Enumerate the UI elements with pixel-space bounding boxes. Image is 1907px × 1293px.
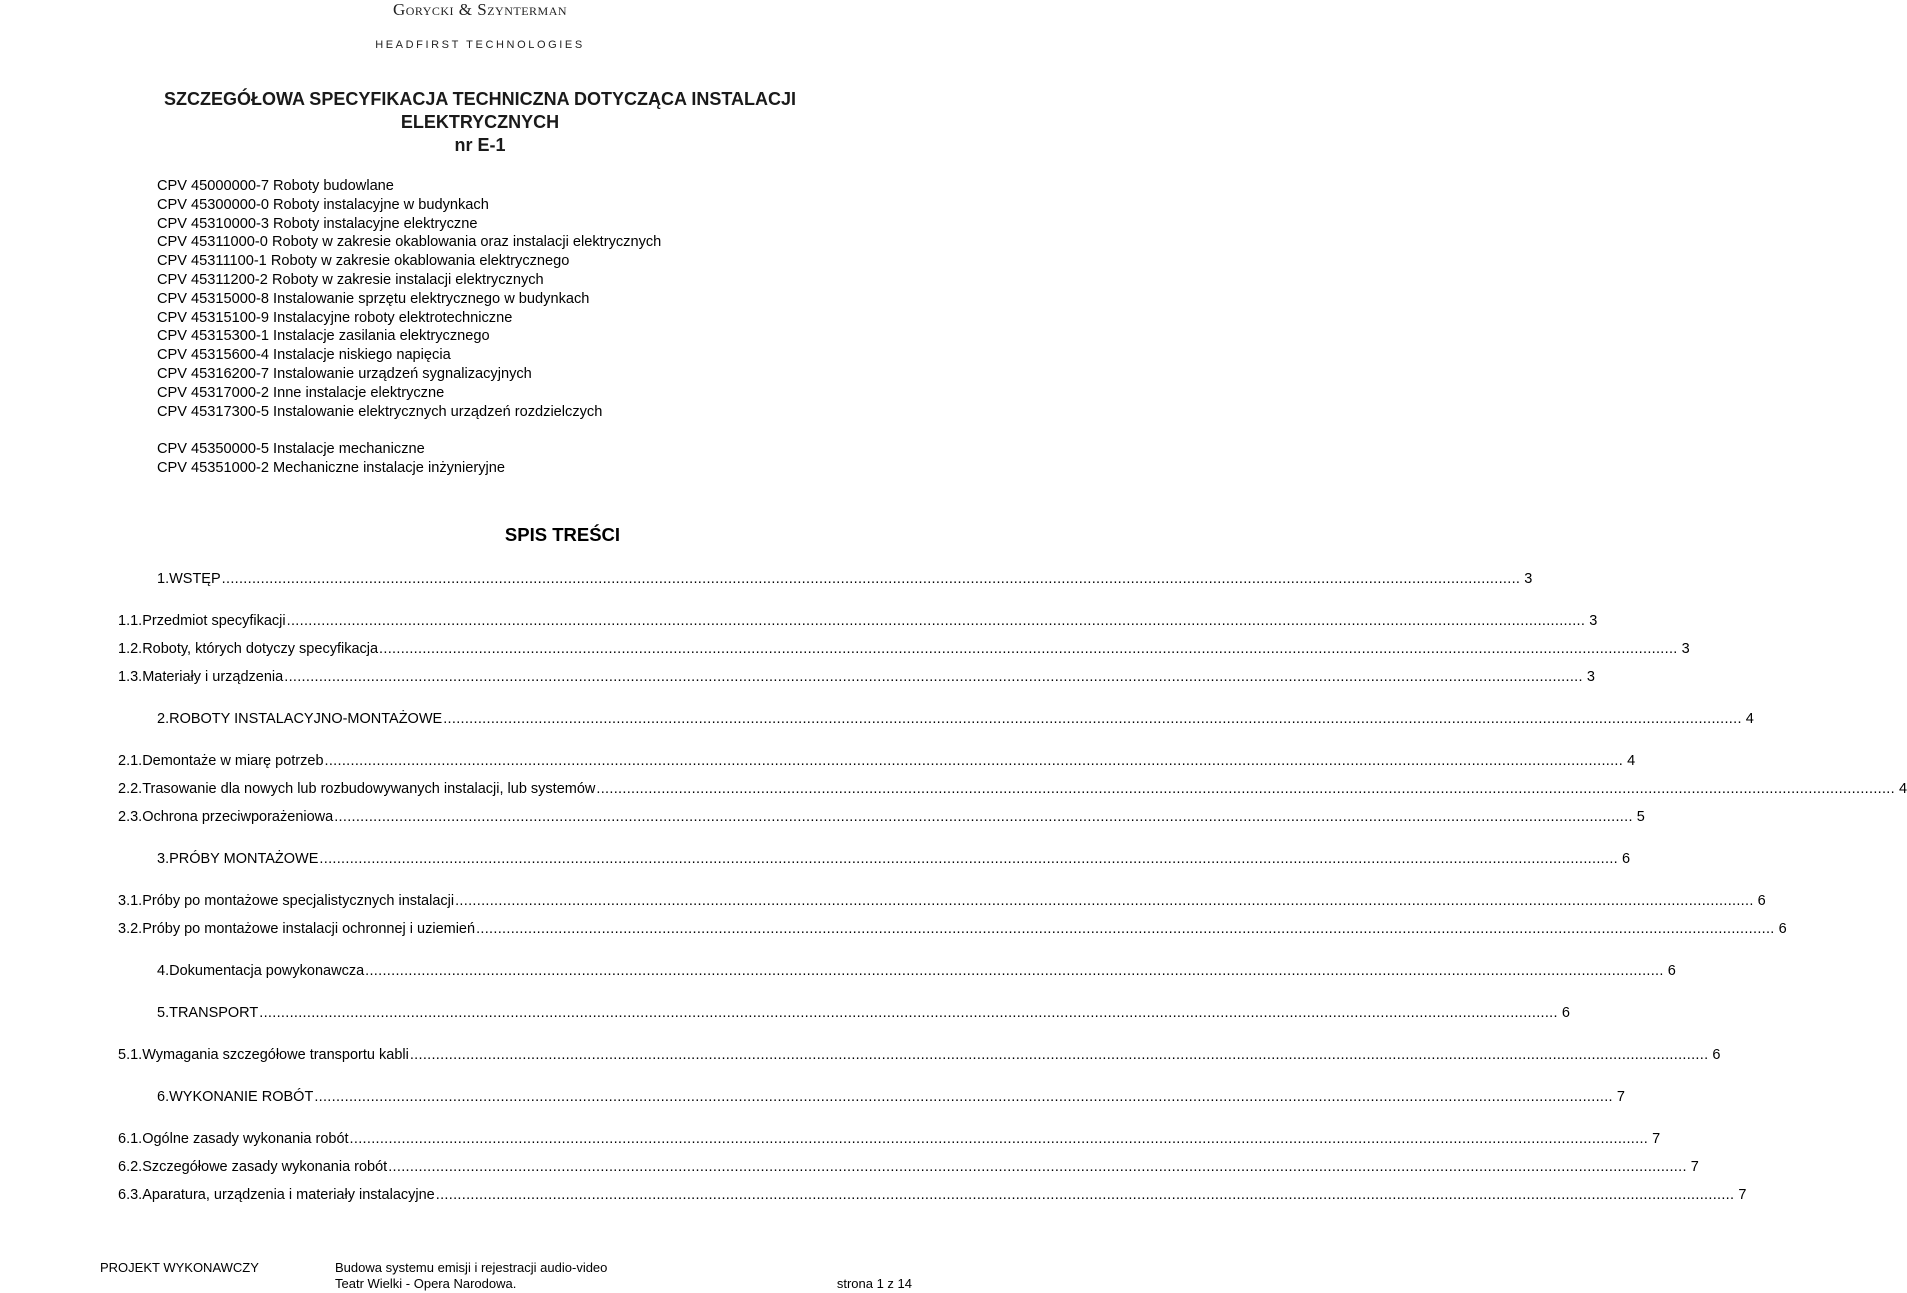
toc-entry-page: 7 bbox=[1690, 1159, 1699, 1175]
toc-entry[interactable] bbox=[118, 1045, 1721, 1065]
toc-entry-number: 2.3. bbox=[118, 809, 143, 825]
toc-entry-page: 6 bbox=[1621, 851, 1631, 867]
toc-entry-label: WYKONANIE ROBÓT bbox=[169, 1089, 314, 1105]
toc-entry-number: 3. bbox=[157, 851, 170, 867]
toc-entry-page: 6 bbox=[1712, 1047, 1721, 1063]
toc-entry-label: Wymagania szczegółowe transportu kabli bbox=[142, 1047, 409, 1063]
toc-entry[interactable] bbox=[118, 639, 1690, 659]
toc-entry-number: 6.3. bbox=[118, 1187, 143, 1203]
footer-description-line-2: Teatr Wielki - Opera Narodowa. bbox=[335, 1276, 517, 1291]
title-line-3: nr E-1 bbox=[454, 135, 506, 155]
toc-dot-leader: ............................................................................................................................................................................................................................................................................................................ bbox=[319, 851, 1618, 867]
toc-entry-page: 3 bbox=[1524, 571, 1533, 587]
toc-dot-leader: ............................................................................................................................................................................................................................................................................................................ bbox=[221, 571, 1521, 587]
toc-entry-number: 2.1. bbox=[118, 753, 143, 769]
toc-entry-page: 3 bbox=[1681, 641, 1690, 657]
company-logo-text: Gorycki & Szynterman bbox=[392, 0, 568, 19]
cpv-code-line: CPV 45316200-7 Instalowanie urządzeń sygnalizacyjnych bbox=[157, 365, 532, 382]
toc-entry-label: Trasowanie dla nowych lub rozbudowywanych instalacji, lub systemów bbox=[142, 781, 596, 797]
toc-entry-number: 4. bbox=[157, 963, 170, 979]
toc-entry-number: 1.3. bbox=[118, 669, 143, 685]
toc-entry-page: 6 bbox=[1667, 963, 1676, 979]
toc-dot-leader: ............................................................................................................................................................................................................................................................................................................ bbox=[314, 1089, 1613, 1105]
toc-dot-leader: ............................................................................................................................................................................................................................................................................................................ bbox=[334, 809, 1633, 825]
toc-entry-label: Demontaże w miarę potrzeb bbox=[142, 753, 324, 769]
toc-entry-number: 1.1. bbox=[118, 613, 143, 629]
toc-entry-label: Ogólne zasady wykonania robót bbox=[142, 1131, 349, 1147]
toc-entry-page: 4 bbox=[1898, 781, 1907, 797]
cpv-code-line: CPV 45315600-4 Instalacje niskiego napięcia bbox=[157, 347, 451, 364]
toc-entry-page: 4 bbox=[1745, 711, 1754, 727]
toc-entry-page: 7 bbox=[1616, 1089, 1625, 1105]
toc-dot-leader: ............................................................................................................................................................................................................................................................................................................ bbox=[284, 669, 1583, 685]
toc-entry-number: 1. bbox=[157, 571, 170, 587]
toc-dot-leader: ............................................................................................................................................................................................................................................................................................................ bbox=[443, 711, 1742, 727]
toc-entry-page: 7 bbox=[1652, 1131, 1661, 1147]
toc-entry-number: 1.2. bbox=[118, 641, 143, 657]
toc-entry-page: 6 bbox=[1778, 921, 1787, 937]
toc-dot-leader: ............................................................................................................................................................................................................................................................................................................ bbox=[596, 781, 1895, 797]
cpv-code-line: CPV 45315000-8 Instalowanie sprzętu elektrycznego w budynkach bbox=[157, 290, 590, 307]
cpv-code-line: CPV 45300000-0 Roboty instalacyjne w budynkach bbox=[157, 196, 489, 213]
cpv-code-line: CPV 45311200-2 Roboty w zakresie instalacji elektrycznych bbox=[157, 271, 544, 288]
toc-entry-label: Próby po montażowe instalacji ochronnej i uziemień bbox=[142, 921, 476, 937]
footer-page-number: strona 1 z 14 bbox=[836, 1276, 912, 1291]
toc-entry[interactable] bbox=[118, 1185, 1747, 1205]
footer-project-description bbox=[335, 1260, 607, 1292]
footer-project-label: PROJEKT WYKONAWCZY bbox=[100, 1260, 259, 1275]
toc-entry-number: 2. bbox=[157, 711, 170, 727]
toc-entry-label: ROBOTY INSTALACYJNO-MONTAŻOWE bbox=[169, 711, 443, 727]
cpv-code-line: CPV 45000000-7 Roboty budowlane bbox=[157, 178, 394, 194]
toc-dot-leader: ............................................................................................................................................................................................................................................................................................................ bbox=[379, 641, 1678, 657]
toc-entry-label: Roboty, których dotyczy specyfikacja bbox=[142, 641, 379, 657]
toc-entry[interactable] bbox=[157, 709, 1754, 729]
toc-dot-leader: ............................................................................................................................................................................................................................................................................................................ bbox=[324, 753, 1624, 769]
cpv-code-line: CPV 45315300-1 Instalacje zasilania elektrycznego bbox=[157, 328, 490, 345]
toc-entry[interactable] bbox=[118, 779, 1907, 799]
toc-dot-leader: ............................................................................................................................................................................................................................................................................................................ bbox=[259, 1005, 1558, 1021]
toc-entry-label: Aparatura, urządzenia i materiały instalacyjne bbox=[142, 1187, 435, 1203]
toc-entry-page: 3 bbox=[1589, 613, 1598, 629]
toc-entry-page: 6 bbox=[1561, 1005, 1570, 1021]
toc-entry-label: Dokumentacja powykonawcza bbox=[169, 963, 365, 979]
cpv-code-line: CPV 45315100-9 Instalacyjne roboty elektrotechniczne bbox=[157, 309, 513, 326]
toc-entry[interactable] bbox=[118, 1129, 1661, 1149]
toc-dot-leader: ............................................................................................................................................................................................................................................................................................................ bbox=[388, 1159, 1687, 1175]
cpv-code-line: CPV 45350000-5 Instalacje mechaniczne bbox=[157, 441, 425, 458]
cpv-code-line: CPV 45311100-1 Roboty w zakresie okablowania elektrycznego bbox=[157, 253, 570, 270]
toc-entry-page: 6 bbox=[1757, 893, 1766, 909]
title-line-2: ELEKTRYCZNYCH bbox=[400, 112, 560, 132]
toc-entry-label: Szczegółowe zasady wykonania robót bbox=[142, 1159, 388, 1175]
toc-entry-number: 6.1. bbox=[118, 1131, 143, 1147]
toc-entry-number: 2.2. bbox=[118, 781, 143, 797]
division-logo-text: HEADFIRST TECHNOLOGIES bbox=[375, 39, 585, 51]
toc-entry[interactable] bbox=[157, 849, 1631, 869]
cpv-code-line: CPV 45310000-3 Roboty instalacyjne elektryczne bbox=[157, 215, 478, 232]
toc-entry-page: 3 bbox=[1586, 669, 1595, 685]
toc-dot-leader: ............................................................................................................................................................................................................................................................................................................ bbox=[435, 1187, 1735, 1203]
toc-entry-label: Przedmiot specyfikacji bbox=[142, 613, 286, 629]
toc-entry-label: PRÓBY MONTAŻOWE bbox=[169, 851, 319, 867]
toc-entry-number: 5. bbox=[157, 1005, 170, 1021]
toc-entry-number: 3.1. bbox=[118, 893, 143, 909]
toc-dot-leader: ............................................................................................................................................................................................................................................................................................................ bbox=[286, 613, 1586, 629]
toc-entry-page: 7 bbox=[1738, 1187, 1747, 1203]
toc-entry[interactable] bbox=[118, 611, 1598, 631]
toc-entry-number: 6. bbox=[157, 1089, 170, 1105]
toc-entry[interactable] bbox=[118, 919, 1787, 939]
cpv-code-line: CPV 45317000-2 Inne instalacje elektryczne bbox=[157, 384, 445, 401]
toc-entry-page: 5 bbox=[1636, 809, 1645, 825]
toc-entry-label: WSTĘP bbox=[169, 571, 221, 587]
toc-entry[interactable] bbox=[118, 891, 1766, 911]
toc-entry-number: 6.2. bbox=[118, 1159, 143, 1175]
toc-entry[interactable] bbox=[118, 751, 1636, 771]
toc-entry[interactable] bbox=[118, 807, 1645, 827]
toc-entry[interactable] bbox=[157, 1087, 1625, 1107]
toc-entry-number: 3.2. bbox=[118, 921, 143, 937]
toc-entry-label: Próby po montażowe specjalistycznych instalacji bbox=[142, 893, 455, 909]
toc-heading: SPIS TREŚCI bbox=[504, 524, 621, 545]
toc-entry[interactable] bbox=[157, 961, 1676, 981]
toc-entry[interactable] bbox=[118, 1157, 1699, 1177]
toc-entry[interactable] bbox=[157, 1003, 1570, 1023]
toc-entry-number: 5.1. bbox=[118, 1047, 143, 1063]
toc-dot-leader: ............................................................................................................................................................................................................................................................................................................ bbox=[409, 1047, 1709, 1063]
cpv-code-line: CPV 45311000-0 Roboty w zakresie okablowania oraz instalacji elektrycznych bbox=[157, 234, 662, 251]
cpv-code-line: CPV 45317300-5 Instalowanie elektrycznych urządzeń rozdzielczych bbox=[157, 403, 603, 420]
toc-entry[interactable] bbox=[118, 667, 1595, 687]
toc-entry-label: Materiały i urządzenia bbox=[142, 669, 284, 685]
toc-dot-leader: ............................................................................................................................................................................................................................................................................................................ bbox=[349, 1131, 1649, 1147]
toc-dot-leader: ............................................................................................................................................................................................................................................................................................................ bbox=[455, 893, 1754, 909]
toc-entry-label: TRANSPORT bbox=[169, 1005, 259, 1021]
toc-dot-leader: ............................................................................................................................................................................................................................................................................................................ bbox=[365, 963, 1664, 979]
toc-entry-page: 4 bbox=[1627, 753, 1636, 769]
toc-dot-leader: ............................................................................................................................................................................................................................................................................................................ bbox=[476, 921, 1775, 937]
toc-entry[interactable] bbox=[157, 569, 1533, 589]
toc-entry-label: Ochrona przeciwporażeniowa bbox=[142, 809, 334, 825]
cpv-code-line: CPV 45351000-2 Mechaniczne instalacje inżynieryjne bbox=[157, 459, 506, 476]
title-line-1: SZCZEGÓŁOWA SPECYFIKACJA TECHNICZNA DOTYCZĄCA INSTALACJI bbox=[163, 89, 796, 109]
footer-description-line-1: Budowa systemu emisji i rejestracji audio-video bbox=[335, 1260, 608, 1275]
